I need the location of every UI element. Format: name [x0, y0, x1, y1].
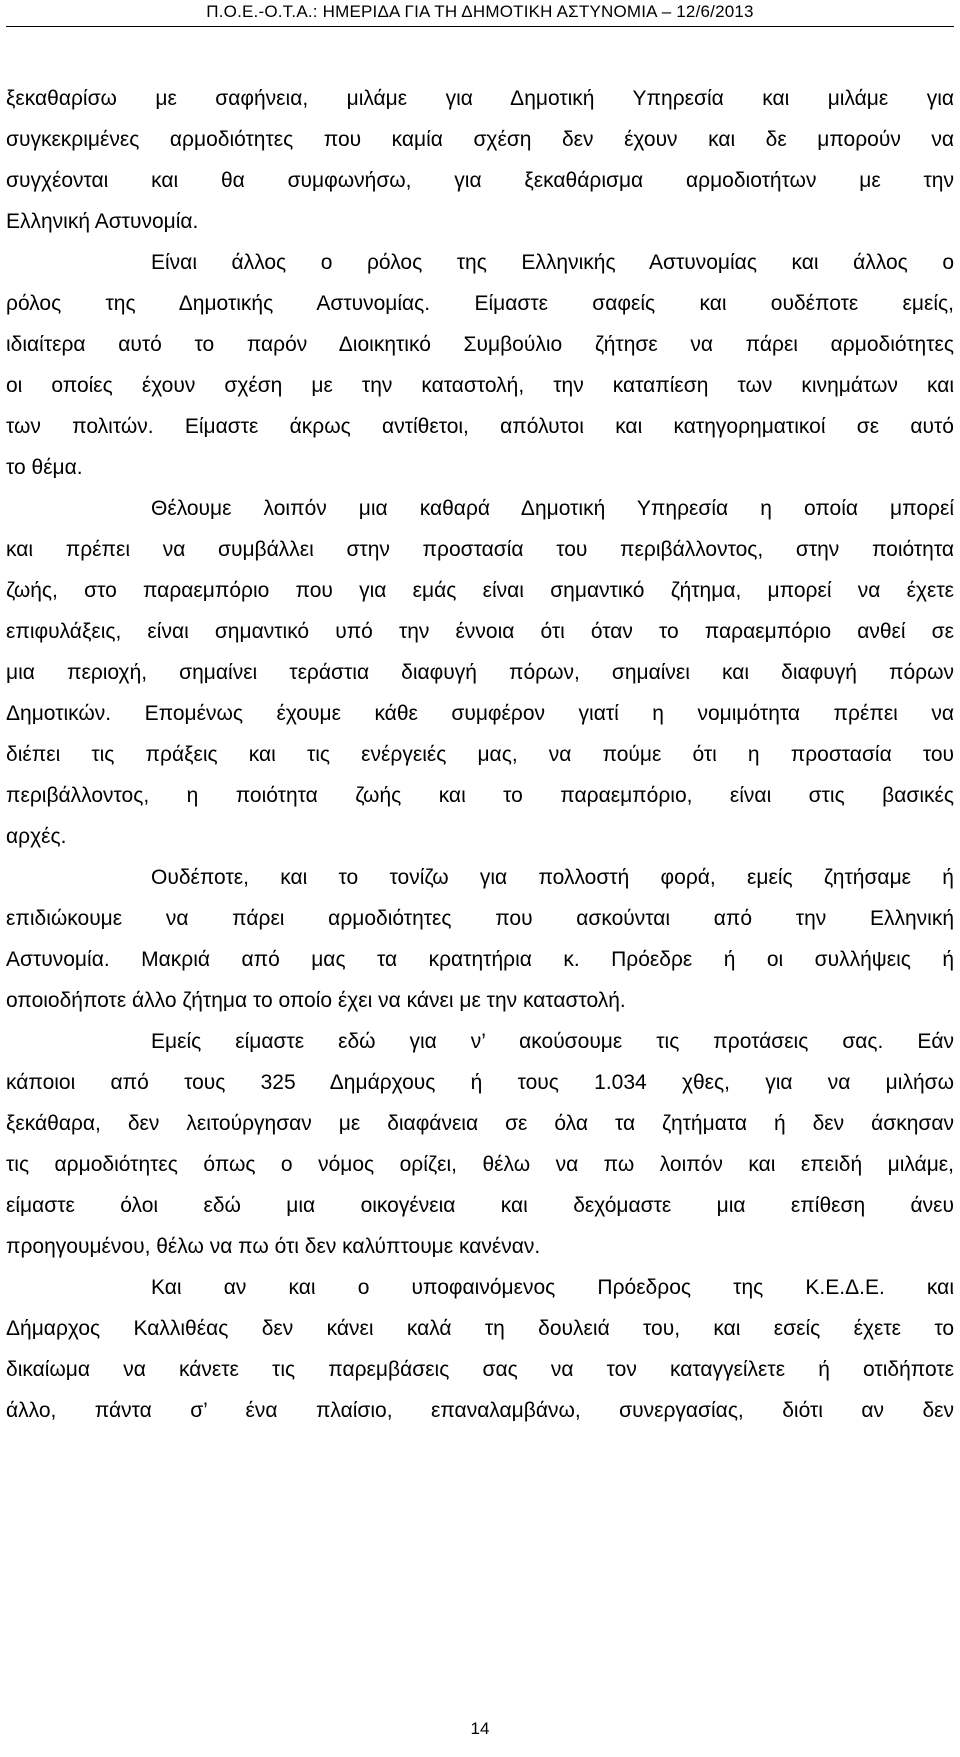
- paragraph-first-line: Είναι άλλος ο ρόλος της Ελληνικής Αστυνομίας και άλλος ο: [151, 251, 954, 274]
- text-line: επιφυλάξεις, είναι σημαντικό υπό την έννοια ότι όταν το παραεμπόριο ανθεί σε: [6, 620, 954, 643]
- text-line: Δημοτικών. Επομένως έχουμε κάθε συμφέρον γιατί η νομιμότητα πρέπει να: [6, 702, 954, 725]
- text-line: ξεκάθαρα, δεν λειτούργησαν με διαφάνεια σε όλα τα ζητήματα ή δεν άσκησαν: [6, 1112, 954, 1135]
- text-line: είμαστε όλοι εδώ μια οικογένεια και δεχόμαστε μια επίθεση άνευ: [6, 1194, 954, 1217]
- text-line: μια περιοχή, σημαίνει τεράστια διαφυγή πόρων, σημαίνει και διαφυγή πόρων: [6, 661, 954, 684]
- text-line: Δήμαρχος Καλλιθέας δεν κάνει καλά τη δουλειά του, και εσείς έχετε το: [6, 1317, 954, 1340]
- text-line: τις αρμοδιότητες όπως ο νόμος ορίζει, θέλω να πω λοιπόν και επειδή μιλάμε,: [6, 1153, 954, 1176]
- text-line: των πολιτών. Είμαστε άκρως αντίθετοι, απόλυτοι και κατηγορηματικοί σε αυτό: [6, 415, 954, 438]
- text-line: συγκεκριμένες αρμοδιότητες που καμία σχέση δεν έχουν και δε μπορούν να: [6, 128, 954, 151]
- text-line: συγχέονται και θα συμφωνήσω, για ξεκαθάρισμα αρμοδιοτήτων με την: [6, 169, 954, 192]
- text-line: Ελληνική Αστυνομία.: [6, 210, 199, 233]
- text-line: περιβάλλοντος, η ποιότητα ζωής και το παραεμπόριο, είναι στις βασικές: [6, 784, 954, 807]
- text-line: επιδιώκουμε να πάρει αρμοδιότητες που ασκούνται από την Ελληνική: [6, 907, 954, 930]
- text-line: και πρέπει να συμβάλλει στην προστασία του περιβάλλοντος, στην ποιότητα: [6, 538, 954, 561]
- paragraph-first-line: Και αν και ο υποφαινόμενος Πρόεδρος της Κ.Ε.Δ.Ε. και: [151, 1276, 954, 1299]
- text-line: Αστυνομία. Μακριά από μας τα κρατητήρια κ. Πρόεδρε ή οι συλλήψεις ή: [6, 948, 954, 971]
- page-number: 14: [470, 1719, 490, 1738]
- text-line: οποιοδήποτε άλλο ζήτημα το οποίο έχει να κάνει με την καταστολή.: [6, 989, 626, 1012]
- text-line: αρχές.: [6, 825, 67, 848]
- text-line: το θέμα.: [6, 456, 83, 479]
- text-line: διέπει τις πράξεις και τις ενέργειές μας, να πούμε ότι η προστασία του: [6, 743, 954, 766]
- text-line: ρόλος της Δημοτικής Αστυνομίας. Είμαστε σαφείς και ουδέποτε εμείς,: [6, 292, 954, 315]
- header-rule: [6, 26, 954, 27]
- text-line: ιδιαίτερα αυτό το παρόν Διοικητικό Συμβούλιο ζήτησε να πάρει αρμοδιότητες: [6, 333, 954, 356]
- text-line: δικαίωμα να κάνετε τις παρεμβάσεις σας να τον καταγγείλετε ή οτιδήποτε: [6, 1358, 954, 1381]
- page-header: Π.Ο.Ε.-Ο.Τ.Α.: ΗΜΕΡΙΔΑ ΓΙΑ ΤΗ ΔΗΜΟΤΙΚΗ ΑΣΤΥΝΟΜΙΑ – 12/6/2013: [206, 2, 754, 21]
- text-line: ξεκαθαρίσω με σαφήνεια, μιλάμε για Δημοτική Υπηρεσία και μιλάμε για: [6, 87, 954, 110]
- document-body: [6, 78, 954, 1431]
- paragraph-first-line: Εμείς είμαστε εδώ για ν’ ακούσουμε τις προτάσεις σας. Εάν: [151, 1030, 954, 1053]
- text-line: κάποιοι από τους 325 Δημάρχους ή τους 1.034 χθες, για να μιλήσω: [6, 1071, 954, 1094]
- text-line: οι οποίες έχουν σχέση με την καταστολή, την καταπίεση των κινημάτων και: [6, 374, 954, 397]
- text-line: άλλο, πάντα σ’ ένα πλαίσιο, επαναλαμβάνω, συνεργασίας, διότι αν δεν: [6, 1399, 954, 1422]
- text-line: προηγουμένου, θέλω να πω ότι δεν καλύπτουμε κανέναν.: [6, 1235, 541, 1258]
- text-line: ζωής, στο παραεμπόριο που για εμάς είναι σημαντικό ζήτημα, μπορεί να έχετε: [6, 579, 954, 602]
- paragraph-first-line: Θέλουμε λοιπόν μια καθαρά Δημοτική Υπηρεσία η οποία μπορεί: [151, 497, 954, 520]
- paragraph-first-line: Ουδέποτε, και το τονίζω για πολλοστή φορά, εμείς ζητήσαμε ή: [151, 866, 954, 889]
